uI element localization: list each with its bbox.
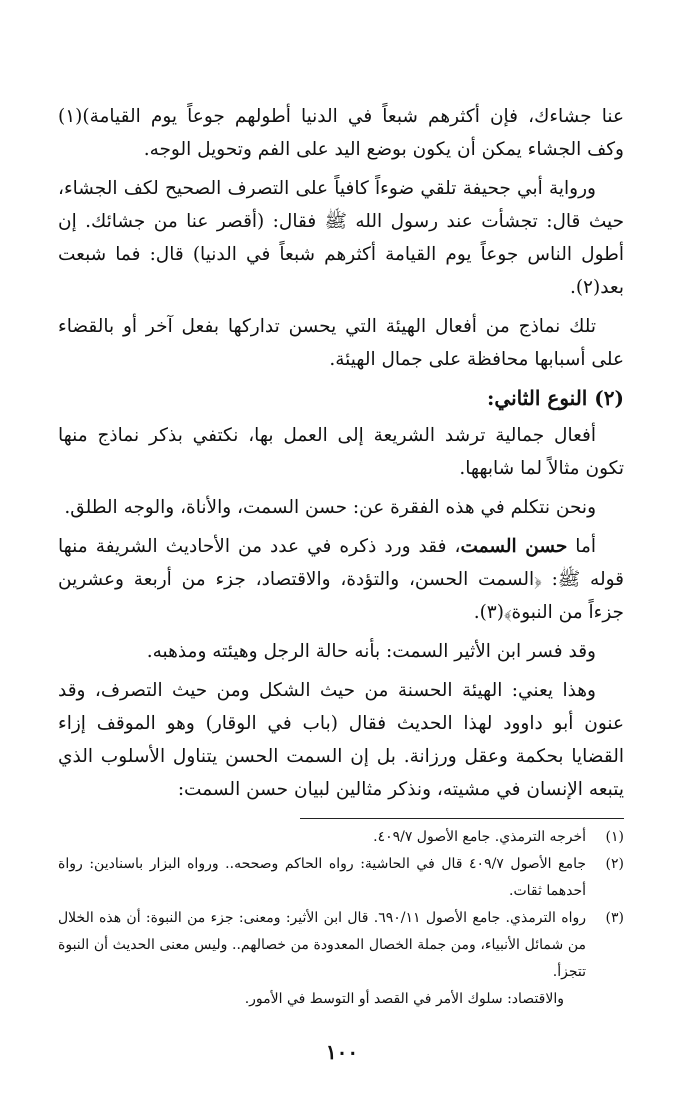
paragraph-4: أفعال جمالية ترشد الشريعة إلى العمل بها، نكتفي بذكر نماذج منها تكون مثالاً لما شابهها.	[58, 425, 624, 479]
footnote-3-number: (٣)	[605, 910, 624, 926]
paragraph-1: عنا جشاءك، فإن أكثرهم شبعاً في الدنيا أطولهم جوعاً يوم القيامة)(١) وكف الجشاء يمكن أن يكون بوضع اليد على الفم وتحويل الوجه.	[58, 106, 624, 160]
paragraph-3: تلك نماذج من أفعال الهيئة التي يحسن تداركها بفعل آخر أو بالقضاء على أسبابها محافظة على جمال الهيئة.	[58, 316, 624, 370]
section-heading: (٢) النوع الثاني:	[487, 386, 624, 410]
main-text	[58, 100, 624, 812]
paragraph-5: ونحن نتكلم في هذه الفقرة عن: حسن السمت، والأناة، والوجه الطلق.	[64, 497, 596, 518]
footnote-2-number: (٢)	[605, 856, 624, 872]
term-husn-alsamt: حسن السمت	[460, 536, 568, 557]
footnote-2-text: جامع الأصول ٤٠٩/٧ قال في الحاشية: رواه الحاكم وصححه.. ورواه البزار باسنادين: رواة أحدهما ثقات.	[58, 856, 587, 899]
paragraph-8: وهذا يعني: الهيئة الحسنة من حيث الشكل ومن حيث التصرف، وقد عنون أبو داوود لهذا الحديث فقال (باب في الوقار) وهو الموقف إزاء القضايا بحكمة وعقل ورزانة. بل إن السمت الحسن يتناول الأسلوب الذي يتبعه الإنسان في مشيته، ونذكر مثالين لبيان حسن السمت:	[58, 680, 624, 800]
footnotes	[58, 824, 624, 1013]
footnote-3-text: رواه الترمذي. جامع الأصول ٦٩٠/١١. قال ابن الأثير: ومعنى: جزء من النبوة: أن هذه الخلال من شمائل الأنبياء، ومن جملة الخصال المعدودة من خصالهم.. وليس معنى الحديث أن النبوة تتجزأ.	[58, 910, 586, 980]
page-number: ١٠٠	[325, 1040, 359, 1064]
paragraph-7: وقد فسر ابن الأثير السمت: بأنه حالة الرجل وهيئته ومذهبه.	[146, 641, 596, 662]
footnote-3-extra: والاقتصاد: سلوك الأمر في القصد أو التوسط في الأمور.	[244, 991, 564, 1007]
paragraph-2: ورواية أبي جحيفة تلقي ضوءاً كافياً على التصرف الصحيح لكف الجشاء، حيث قال: تجشأت عند رسول الله ﷺ فقال: (أقصر عنا من جشائك. إن أطول الناس جوعاً يوم القيامة أكثرهم شبعاً في الدنيا) قال: فما شبعت بعد(٢).	[58, 178, 624, 298]
footnote-2	[58, 851, 624, 905]
footnote-separator	[300, 818, 624, 819]
paragraph-6	[58, 530, 624, 629]
paragraph-6-rest: ، فقد ورد ذكره في عدد من الأحاديث الشريفة منها قوله ﷺ: ﴿السمت الحسن، والتؤدة، والاقتصاد، جزء من أربعة وعشرين جزءاً من النبوة﴾(٣).	[58, 536, 624, 623]
footnote-1-text: أخرجه الترمذي. جامع الأصول ٤٠٩/٧.	[373, 829, 586, 845]
footnote-1-number: (١)	[605, 829, 624, 845]
footnote-3	[58, 905, 624, 986]
footnote-1	[58, 824, 624, 851]
paragraph-6-start: أما	[567, 536, 596, 557]
